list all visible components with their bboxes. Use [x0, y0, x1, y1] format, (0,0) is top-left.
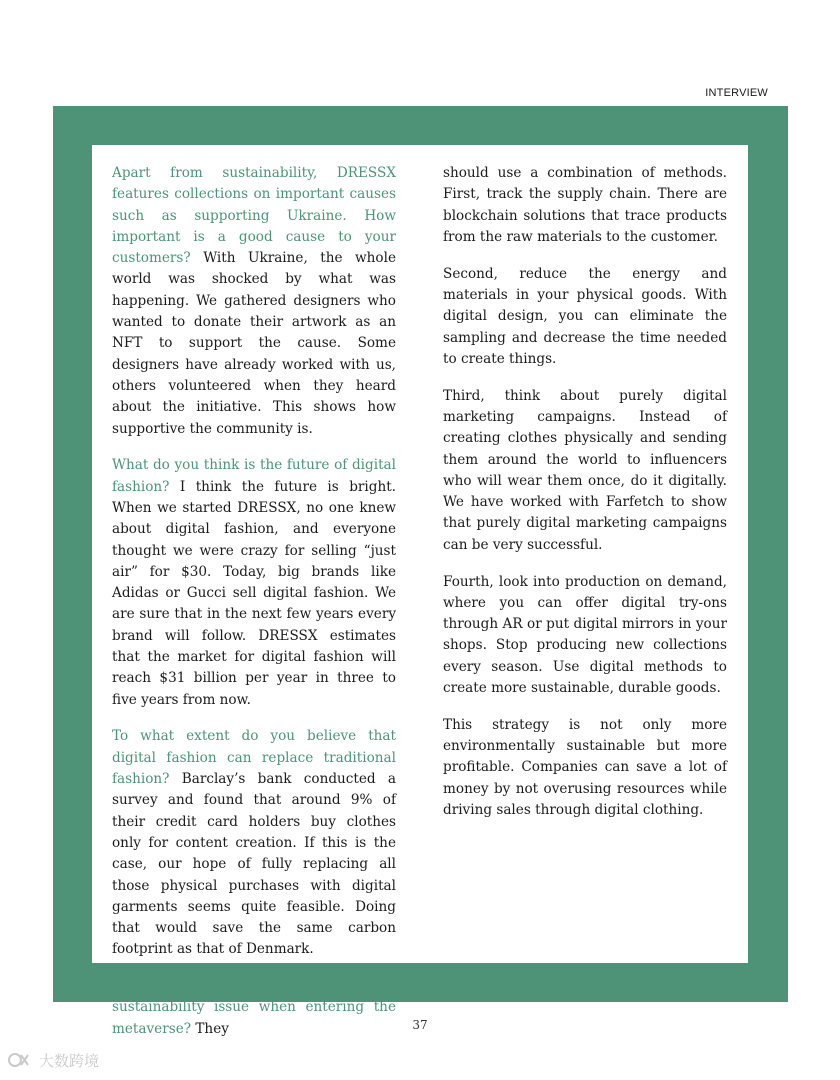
body-paragraph: Third, think about purely digital marketing campaigns. Instead of creating clothes physically and sending them around the world to influencers who will wear them once, do it digitally. We have worked with Farfetch to show that purely digital marketing campaigns can be very successful.	[443, 387, 727, 553]
question-text: To what extent do you believe that digital fashion can replace traditional fashion?	[112, 728, 396, 788]
body-paragraph: Fourth, look into production on demand, where you can offer digital try-ons through AR or put digital mirrors in your shops. Stop producing new collections every season. Use digital methods to create more sustainable, durable goods.	[443, 573, 727, 697]
watermark-logo-icon	[8, 1051, 36, 1069]
answer-text: I think the future is bright. When we started DRESSX, no one knew about digital fashion, and everyone thought we were crazy for selling “just air” for $30. Today, big brands like Adidas or Gucci sell digital fashion. We are sure that in the next few years every brand will follow. DRESSX estimates that the market for digital fashion will reach $31 billion per year in three to five years from now.	[112, 478, 396, 708]
question-text: Apart from sustainability, DRESSX features collections on important causes such as supporting Ukraine. How important is a good cause to your customers?	[112, 165, 396, 267]
answer-text: Barclay’s bank conducted a survey and found that around 9% of their credit card holders buy clothes only for content creation. If this is the case, our hope of fully replacing all those physical purchases with digital garments seems quite feasible. Doing that would save the same carbon footprint as that of Denmark.	[112, 771, 396, 958]
body-paragraph: This strategy is not only more environmentally sustainable but more profitable. Companies can save a lot of money by not overusing resources while driving sales through digital clothing.	[443, 716, 727, 819]
qa-paragraph	[112, 726, 396, 960]
section-label: INTERVIEW	[705, 87, 768, 99]
qa-paragraph	[112, 455, 396, 711]
body-paragraph: Second, reduce the energy and materials in your physical goods. With digital design, you can eliminate the sampling and decrease the time needed to create things.	[443, 265, 727, 367]
answer-text: They	[191, 1020, 229, 1037]
right-column	[443, 163, 727, 837]
page-number: 37	[412, 1018, 428, 1032]
left-column	[112, 163, 396, 1056]
qa-paragraph	[112, 163, 396, 440]
question-text: How can companies cover the sustainability issue when entering the metaverse?	[112, 978, 396, 1037]
watermark-text: 大数跨境	[39, 1052, 100, 1070]
watermark	[8, 1050, 99, 1071]
answer-text: With Ukraine, the whole world was shocked by what was happening. We gathered designers who wanted to donate their artwork as an NFT to support the cause. Some designers have already worked with us, others volunteered when they heard about the initiative. This shows how supportive the community is.	[112, 250, 396, 437]
body-paragraph: should use a combination of methods. First, track the supply chain. There are blockchain solutions that trace products from the raw materials to the customer.	[443, 165, 727, 245]
question-text: What do you think is the future of digital fashion?	[112, 457, 396, 495]
